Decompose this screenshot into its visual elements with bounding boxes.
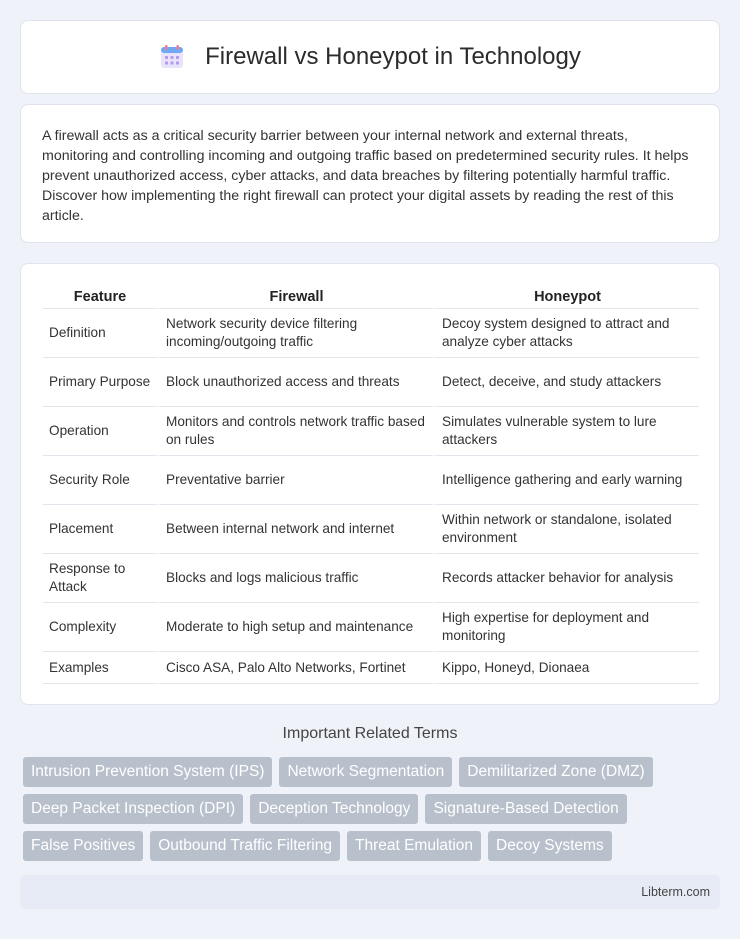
tag-false-positives[interactable]: False Positives: [23, 831, 143, 861]
table-row: [43, 603, 699, 652]
header-card: [20, 20, 720, 94]
firewall-cell: Monitors and controls network traffic based on rules: [157, 407, 433, 456]
tag-row: [23, 794, 723, 824]
header-feature: Feature: [43, 284, 157, 309]
firewall-cell: Network security device filtering incoming/outgoing traffic: [157, 309, 433, 358]
feature-cell: Placement: [43, 505, 157, 554]
table-row: [43, 505, 699, 554]
tag-network-segmentation[interactable]: Network Segmentation: [279, 757, 452, 787]
honeypot-cell: Simulates vulnerable system to lure attackers: [433, 407, 699, 456]
header-honeypot: Honeypot: [433, 284, 699, 309]
honeypot-cell: Within network or standalone, isolated environment: [433, 505, 699, 554]
table-row: [43, 652, 699, 684]
feature-cell: Primary Purpose: [43, 358, 157, 407]
tag-dmz[interactable]: Demilitarized Zone (DMZ): [459, 757, 652, 787]
honeypot-cell: Kippo, Honeyd, Dionaea: [433, 652, 699, 684]
table-row: [43, 456, 699, 505]
firewall-cell: Between internal network and internet: [157, 505, 433, 554]
tag-dpi[interactable]: Deep Packet Inspection (DPI): [23, 794, 243, 824]
table-row: [43, 407, 699, 456]
calendar-grid-icon: [159, 44, 185, 70]
tag-threat-emulation[interactable]: Threat Emulation: [347, 831, 481, 861]
tag-deception-technology[interactable]: Deception Technology: [250, 794, 418, 824]
intro-paragraph: A firewall acts as a critical security barrier between your internal network and external threats, monitoring and controlling incoming and outgoing traffic based on predetermined security rules. It helps prevent unauthorized access, cyber attacks, and data breaches by filtering potentially harmful traffic. Discover how implementing the right firewall can protect your digital assets by reading the rest of this article.: [42, 128, 689, 224]
comparison-table: [43, 284, 699, 684]
table-row: [43, 309, 699, 358]
footer-site-link[interactable]: Libterm.com: [641, 885, 710, 899]
tag-decoy-systems[interactable]: Decoy Systems: [488, 831, 612, 861]
firewall-cell: Block unauthorized access and threats: [157, 358, 433, 407]
firewall-cell: Cisco ASA, Palo Alto Networks, Fortinet: [157, 652, 433, 684]
honeypot-cell: Decoy system designed to attract and analyze cyber attacks: [433, 309, 699, 358]
firewall-cell: Preventative barrier: [157, 456, 433, 505]
honeypot-cell: High expertise for deployment and monitoring: [433, 603, 699, 652]
honeypot-cell: Detect, deceive, and study attackers: [433, 358, 699, 407]
related-terms-title: Important Related Terms: [282, 725, 458, 742]
tag-outbound-traffic-filtering[interactable]: Outbound Traffic Filtering: [150, 831, 340, 861]
feature-cell: Security Role: [43, 456, 157, 505]
table-row: [43, 554, 699, 603]
tag-signature-based-detection[interactable]: Signature-Based Detection: [425, 794, 626, 824]
footer: [20, 875, 720, 909]
page-title: Firewall vs Honeypot in Technology: [205, 43, 581, 70]
header-firewall: Firewall: [157, 284, 433, 309]
feature-cell: Complexity: [43, 603, 157, 652]
tag-ips[interactable]: Intrusion Prevention System (IPS): [23, 757, 272, 787]
feature-cell: Definition: [43, 309, 157, 358]
feature-cell: Examples: [43, 652, 157, 684]
comparison-table-card: [20, 263, 720, 705]
table-header-row: [43, 284, 699, 309]
firewall-cell: Moderate to high setup and maintenance: [157, 603, 433, 652]
honeypot-cell: Intelligence gathering and early warning: [433, 456, 699, 505]
table-row: [43, 358, 699, 407]
firewall-cell: Blocks and logs malicious traffic: [157, 554, 433, 603]
tag-row: [23, 757, 723, 787]
tag-row: [23, 831, 723, 861]
feature-cell: Response to Attack: [43, 554, 157, 603]
related-terms-tags: [23, 757, 723, 868]
intro-card: [20, 104, 720, 243]
feature-cell: Operation: [43, 407, 157, 456]
honeypot-cell: Records attacker behavior for analysis: [433, 554, 699, 603]
